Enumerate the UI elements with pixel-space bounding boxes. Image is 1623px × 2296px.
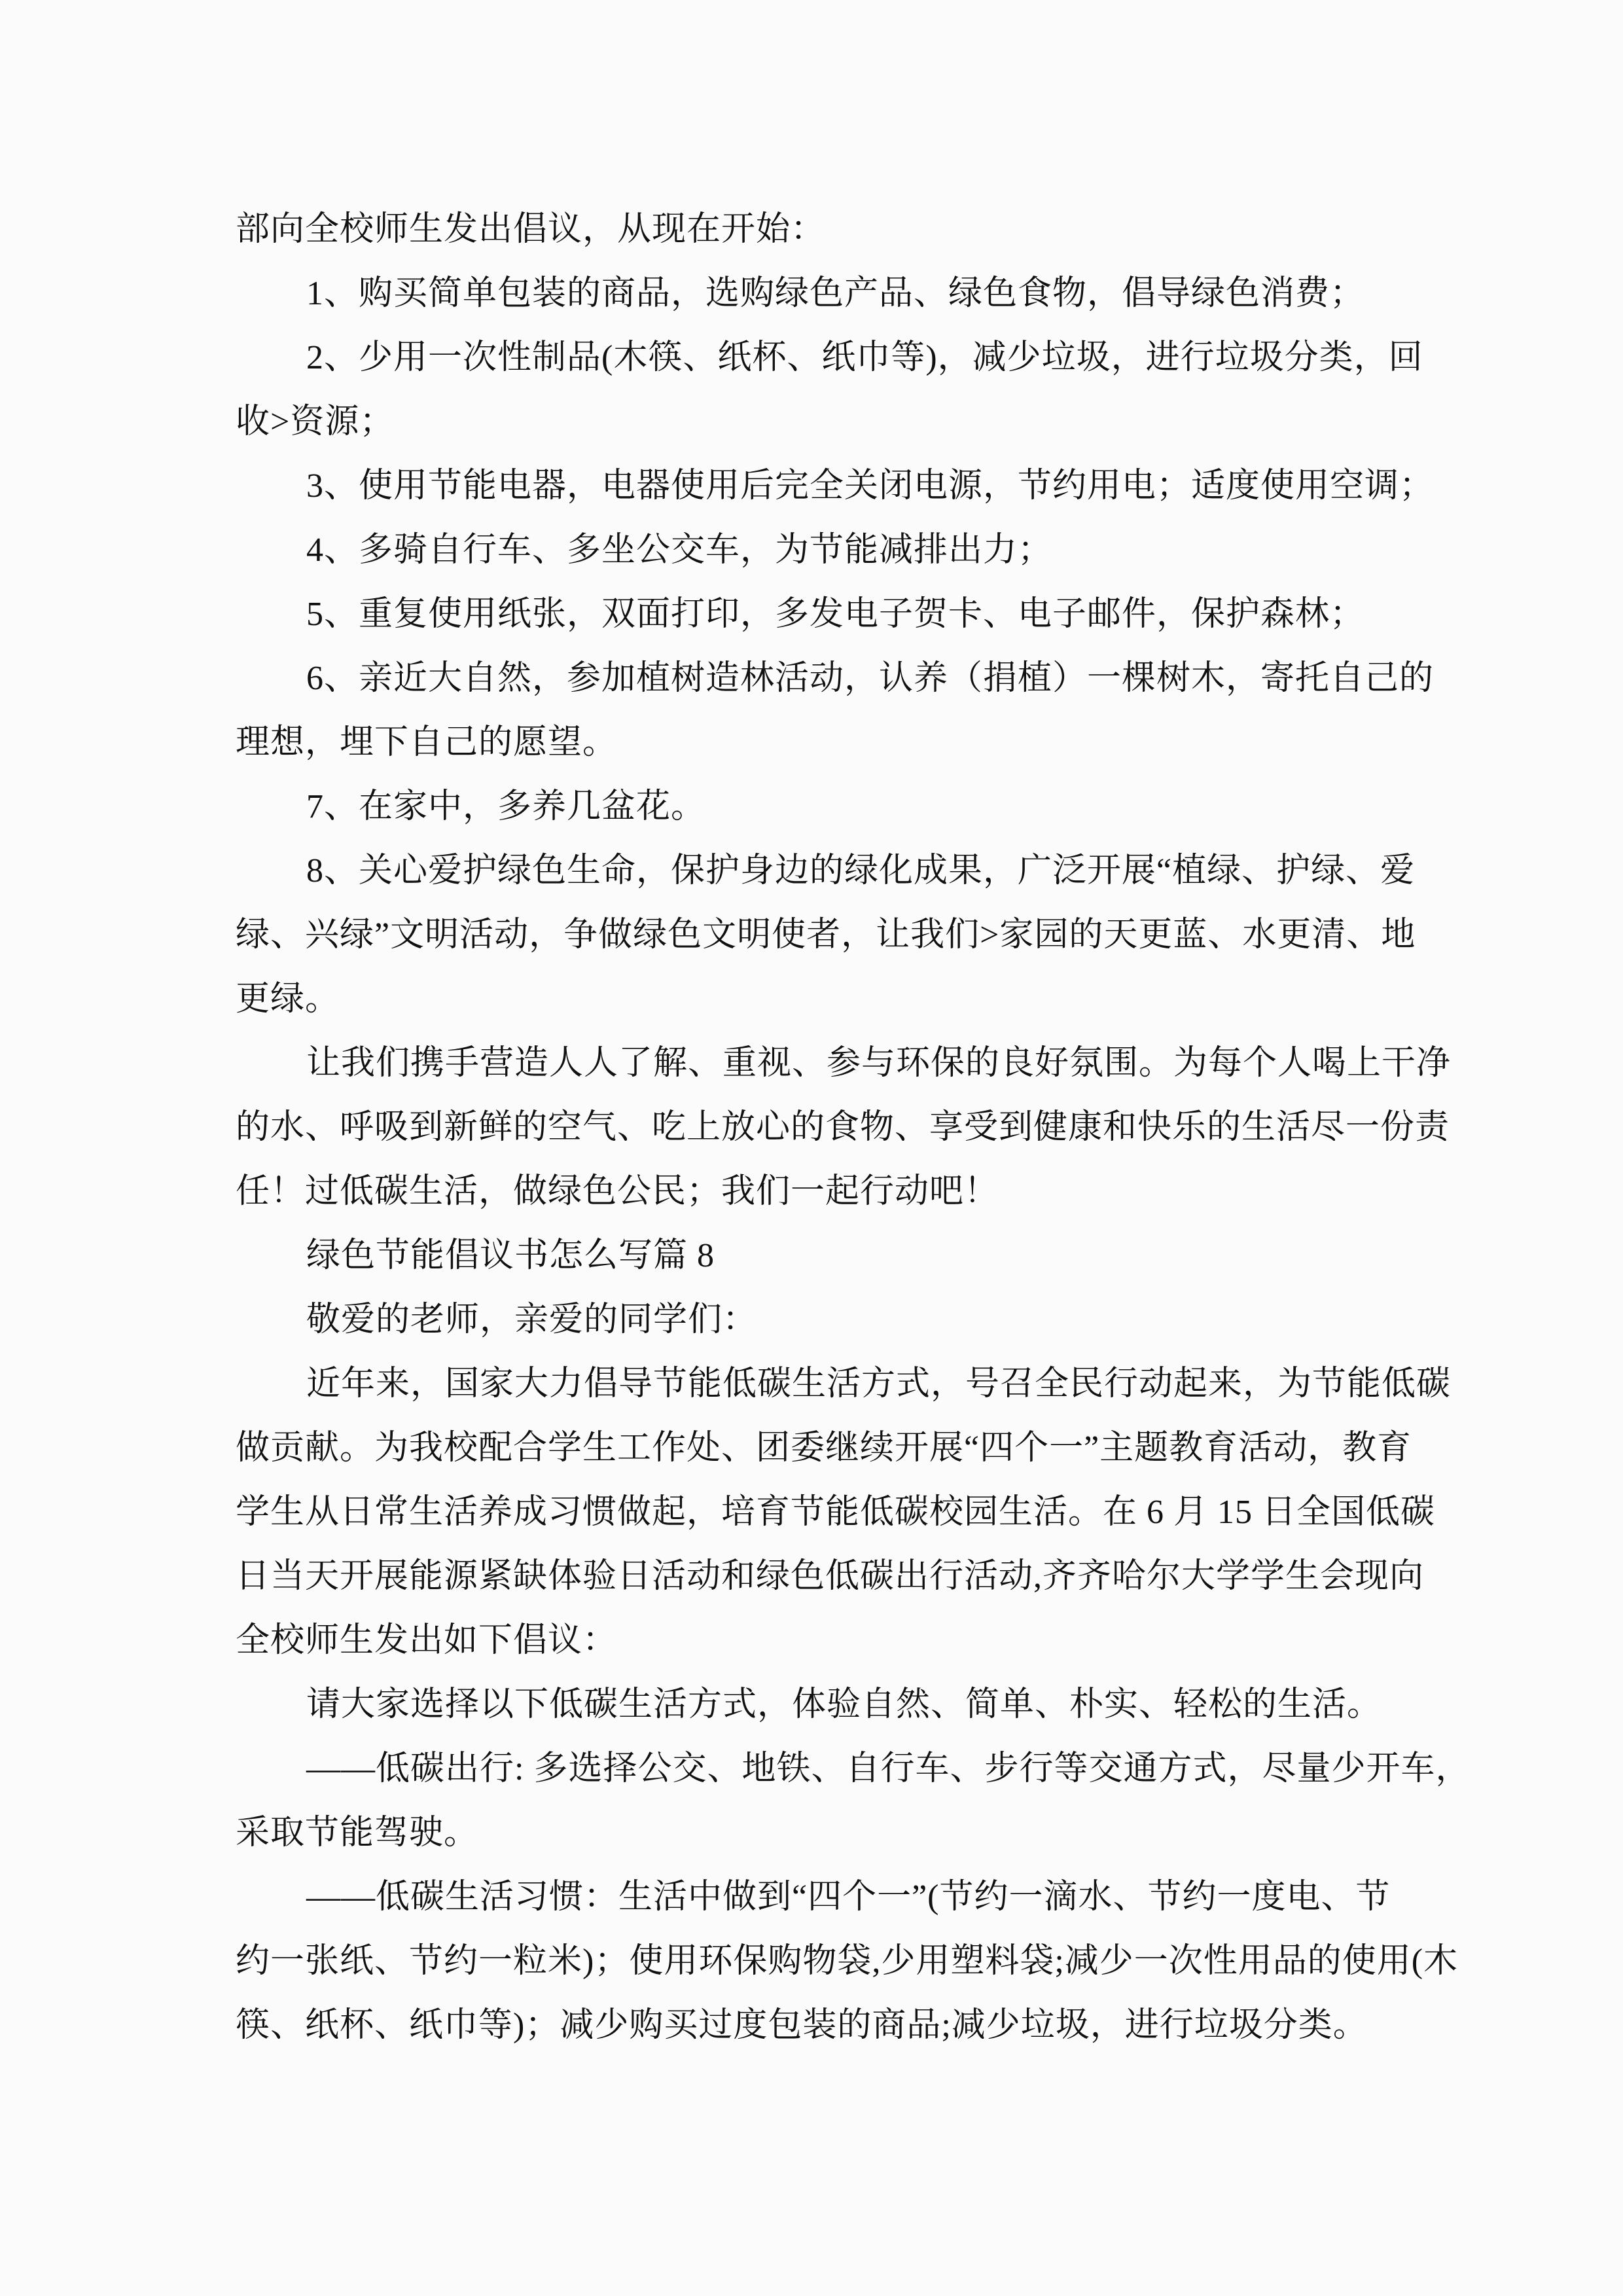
text-line: 全校师生发出如下倡议：: [236, 1622, 618, 1659]
document-text-block: [236, 198, 1471, 2058]
text-line: 请大家选择以下低碳生活方式，体验自然、简单、朴实、轻松的生活。: [306, 1686, 1382, 1723]
text-line: 日当天开展能源紧缺体验日活动和绿色低碳出行活动,齐齐哈尔大学学生会现向: [236, 1558, 1425, 1595]
text-line: 5、重复使用纸张，双面打印，多发电子贺卡、电子邮件，保护森林；: [306, 596, 1365, 633]
text-line: 3、使用节能电器，电器使用后完全关闭电源，节约用电；适度使用空调；: [306, 467, 1435, 505]
text-line: 2、少用一次性制品(木筷、纸杯、纸巾等)，减少垃圾，进行垃圾分类，回: [306, 339, 1423, 376]
text-line: 部向全校师生发出倡议，从现在开始：: [236, 211, 826, 248]
text-line: 收>资源；: [236, 403, 395, 440]
text-line: 1、购买简单包装的商品，选购绿色产品、绿色食物，倡导绿色消费；: [306, 275, 1365, 312]
section-title-line: 绿色节能倡议书怎么写篇 8: [306, 1237, 715, 1274]
text-line: 学生从日常生活养成习惯做起，培育节能低碳校园生活。在 6 月 15 日全国低碳: [236, 1494, 1436, 1531]
text-line: 8、关心爱护绿色生命，保护身边的绿化成果，广泛开展“植绿、护绿、爱: [306, 852, 1416, 889]
text-line: 6、亲近大自然，参加植树造林活动，认养（捐植）一棵树木，寄托自己的: [306, 660, 1435, 697]
text-line: 4、多骑自行车、多坐公交车，为节能减排出力；: [306, 531, 1053, 569]
salutation-line: 敬爱的老师，亲爱的同学们：: [306, 1301, 758, 1338]
text-line: 更绿。: [236, 980, 340, 1018]
text-line: 让我们携手营造人人了解、重视、参与环保的良好氛围。为每个人喝上干净: [306, 1045, 1452, 1082]
text-line: 做贡献。为我校配合学生工作处、团委继续开展“四个一”主题教育活动，教育: [236, 1429, 1412, 1467]
text-line: 理想，埋下自己的愿望。: [236, 724, 618, 761]
text-line: 7、在家中，多养几盆花。: [306, 788, 706, 825]
text-line: 筷、纸杯、纸巾等)；减少购买过度包装的商品;减少垃圾，进行垃圾分类。: [236, 2007, 1368, 2044]
text-line: 约一张纸、节约一粒米)；使用环保购物袋,少用塑料袋;减少一次性用品的使用(木: [236, 1943, 1459, 1980]
text-line: 采取节能驾驶。: [236, 1814, 479, 1852]
text-line: 近年来，国家大力倡导节能低碳生活方式，号召全民行动起来，为节能低碳: [306, 1365, 1452, 1403]
text-line: ——低碳出行: 多选择公交、地铁、自行车、步行等交通方式，尽量少开车，: [306, 1750, 1471, 1787]
text-line: 的水、呼吸到新鲜的空气、吃上放心的食物、享受到健康和快乐的生活尽一份责: [236, 1109, 1450, 1146]
text-line: ——低碳生活习惯：生活中做到“四个一”(节约一滴水、节约一度电、节: [306, 1878, 1391, 1916]
text-line: 绿、兴绿”文明活动，争做绿色文明使者，让我们>家园的天更蓝、水更清、地: [236, 916, 1416, 954]
text-line: 任！过低碳生活，做绿色公民；我们一起行动吧！: [236, 1173, 999, 1210]
